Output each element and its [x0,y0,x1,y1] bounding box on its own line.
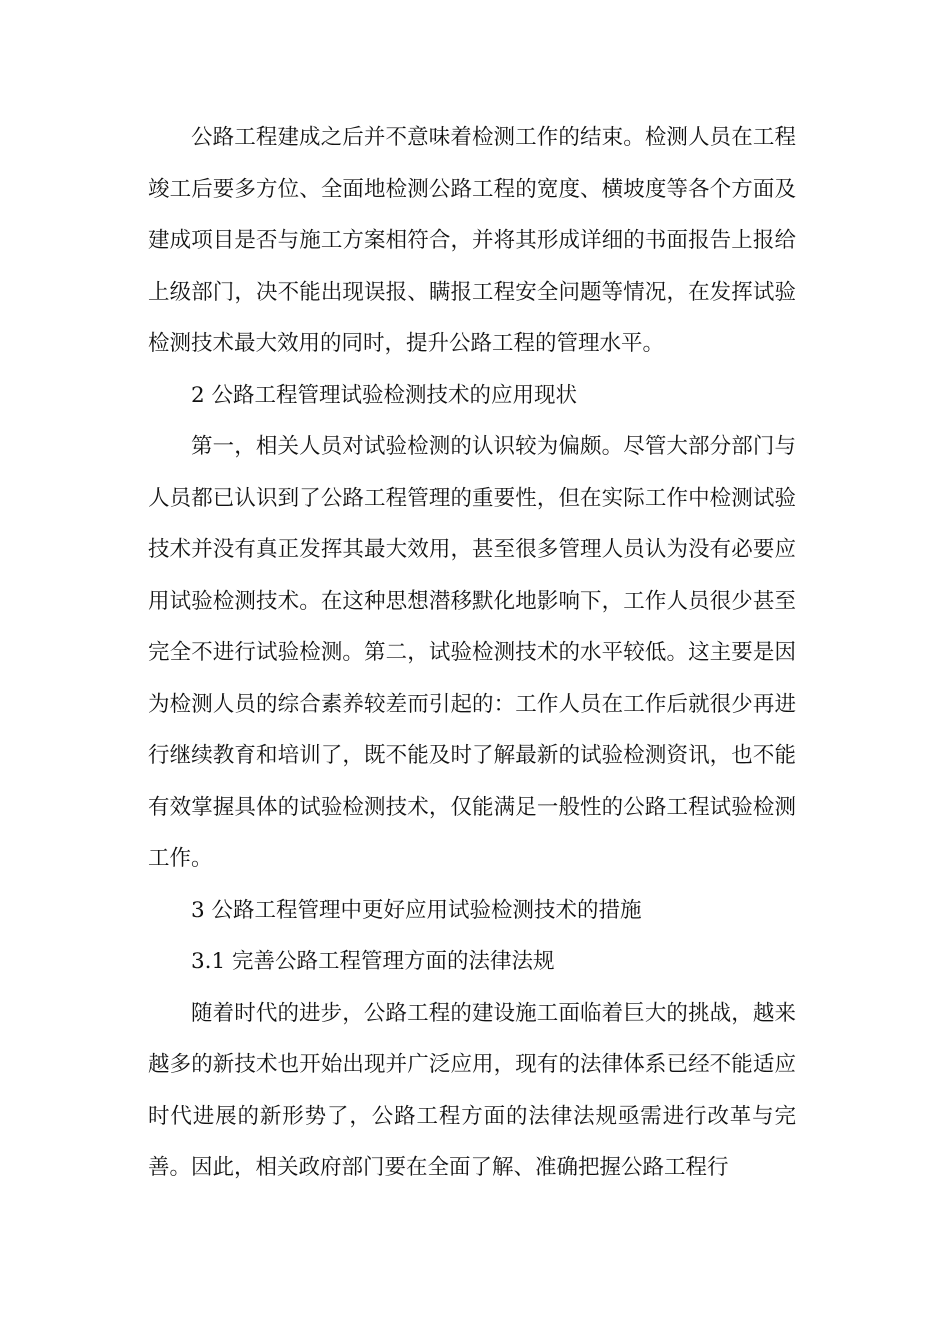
subsection-heading-3-1: 3.1 完善公路工程管理方面的法律法规 [191,949,555,974]
section-heading-3: 3 公路工程管理中更好应用试验检测技术的措施 [191,897,642,923]
paragraph-inspection-after-completion: 公路工程建成之后并不意味着检测工作的结束。检测人员在工程竣工后要多方位、全面地检测公路工程的宽度、横坡度等各个方面及建成项目是否与施工方案相符合，并将其形成详细的书面报告上报给上级部门，决不能出现误报、瞒报工程安全问题等情况，在发挥试验检测技术最大效用的同时，提升公路工程的管理水平。 [148,125,796,356]
paragraph-current-status: 第一，相关人员对试验检测的认识较为偏颇。尽管大部分部门与人员都已认识到了公路工程管理的重要性，但在实际工作中检测试验技术并没有真正发挥其最大效用，甚至很多管理人员认为没有必要应用试验检测技术。在这种思想潜移默化地影响下，工作人员很少甚至完全不进行试验检测。第二，试验检测技术的水平较低。这主要是因为检测人员的综合素养较差而引起的：工作人员在工作后就很少再进行继续教育和培训了，既不能及时了解最新的试验检测资讯，也不能有效掌握具体的试验检测技术，仅能满足一般性的公路工程试验检测工作。 [148,434,796,871]
document-body [148,112,796,1194]
paragraph-laws-and-regulations: 随着时代的进步，公路工程的建设施工面临着巨大的挑战，越来越多的新技术也开始出现并广泛应用，现有的法律体系已经不能适应时代进展的新形势了，公路工程方面的法律法规亟需进行改革与完善。因此，相关政府部门要在全面了解、准确把握公路工程行 [148,1000,796,1180]
section-heading-2: 2 公路工程管理试验检测技术的应用现状 [191,382,578,408]
